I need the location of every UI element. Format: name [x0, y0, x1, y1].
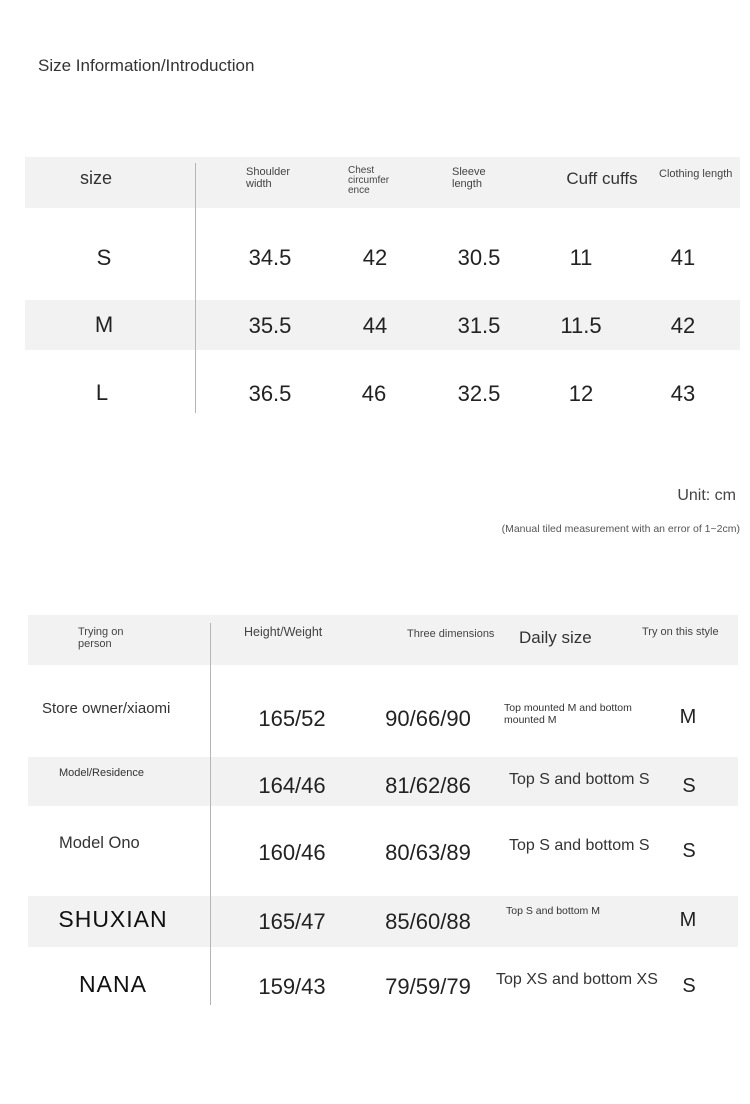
header-clothing-length: Clothing length [659, 168, 733, 180]
size-label: S [96, 245, 112, 270]
header-chest: Chest circumfer ence [348, 165, 390, 196]
header-daily-size: Daily size [519, 628, 592, 647]
person-name: SHUXIAN [58, 906, 168, 932]
try-size-value: S [682, 775, 696, 797]
daily-size-value: Top S and bottom M [506, 905, 600, 917]
daily-size-value: Top S and bottom S [509, 771, 650, 788]
chest-value: 42 [362, 245, 388, 270]
three-dimensions-value: 80/63/89 [385, 840, 471, 865]
height-weight-value: 165/52 [258, 706, 326, 731]
sleeve-value: 30.5 [457, 245, 501, 270]
header-shoulder-width: Shoulder width [246, 166, 291, 190]
header-three-dimensions: Three dimensions [407, 628, 495, 640]
size-table-divider [195, 163, 196, 413]
clothing-length-value: 41 [670, 245, 696, 270]
three-dimensions-value: 85/60/88 [385, 909, 471, 934]
person-name: Store owner/xiaomi [42, 700, 171, 717]
clothing-length-value: 43 [670, 381, 696, 406]
header-cuff: Cuff cuffs [566, 169, 638, 188]
shoulder-value: 35.5 [248, 313, 292, 338]
chest-value: 44 [362, 313, 388, 338]
cuff-value: 11.5 [560, 313, 602, 338]
daily-size-value: Top mounted M and bottom mounted M [504, 702, 632, 726]
height-weight-value: 159/43 [258, 974, 326, 999]
header-person: Trying on person [78, 626, 124, 650]
three-dimensions-value: 81/62/86 [385, 773, 471, 798]
measurement-note: (Manual tiled measurement with an error of 1~2cm) [501, 523, 740, 535]
height-weight-value: 160/46 [258, 840, 326, 865]
shoulder-value: 34.5 [248, 245, 292, 270]
daily-size-value: Top XS and bottom XS [496, 971, 658, 988]
cuff-value: 12 [568, 381, 594, 406]
header-sleeve-length: Sleeve length [452, 166, 486, 190]
header-try-style: Try on this style [642, 626, 719, 638]
person-name: NANA [79, 971, 147, 997]
three-dimensions-value: 90/66/90 [385, 706, 471, 731]
person-name: Model/Residence [59, 767, 144, 779]
unit-label: Unit: cm [677, 487, 736, 504]
header-size: size [79, 168, 112, 188]
try-size-value: M [679, 706, 697, 728]
cuff-value: 11 [569, 245, 593, 270]
person-name: Model Ono [59, 834, 140, 852]
sleeve-value: 31.5 [457, 313, 501, 338]
model-table-divider [210, 623, 211, 1005]
clothing-length-value: 42 [670, 313, 696, 338]
page-title: Size Information/Introduction [38, 56, 255, 75]
size-label: L [95, 380, 109, 405]
sleeve-value: 32.5 [457, 381, 501, 406]
header-height-weight: Height/Weight [244, 625, 323, 639]
daily-size-value: Top S and bottom S [509, 837, 650, 854]
height-weight-value: 164/46 [258, 773, 326, 798]
shoulder-value: 36.5 [248, 381, 292, 406]
try-size-value: S [682, 975, 696, 997]
height-weight-value: 165/47 [258, 909, 326, 934]
chest-value: 46 [361, 381, 387, 406]
try-size-value: M [679, 909, 697, 931]
size-label: M [94, 312, 114, 337]
try-size-value: S [682, 840, 696, 862]
three-dimensions-value: 79/59/79 [385, 974, 471, 999]
